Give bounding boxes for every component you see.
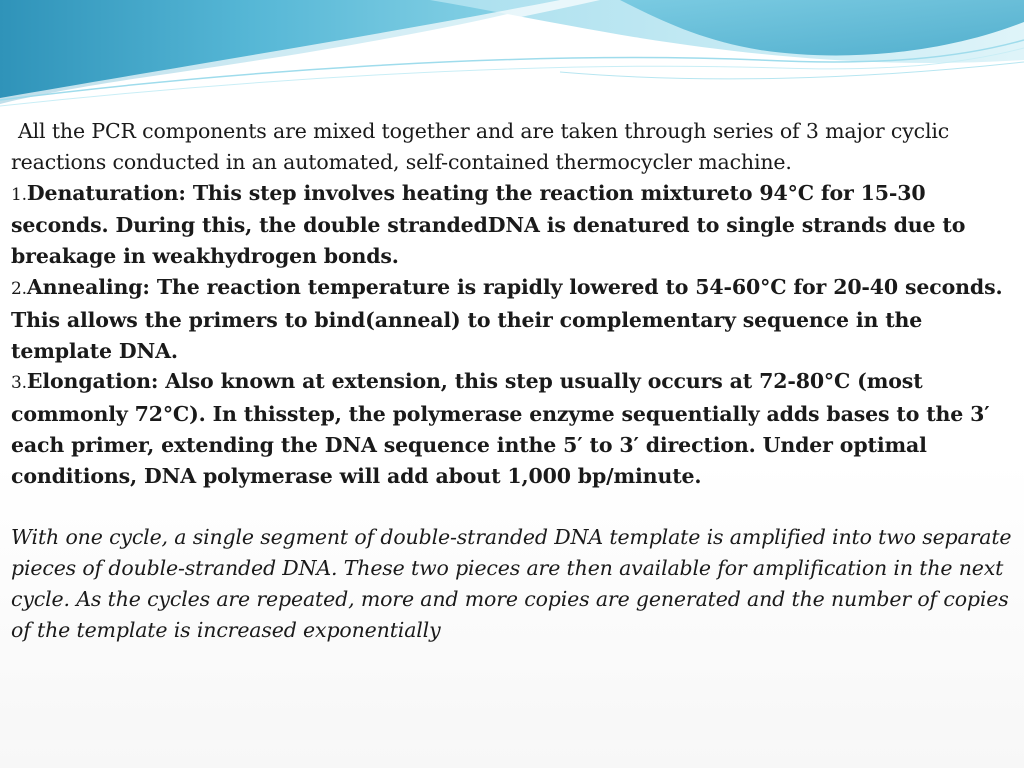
summary-paragraph: With one cycle, a single segment of double-stranded DNA template is amplified into two separate pieces of double-stranded DNA. These two pieces are then available for amplification in the next cycle. As the cycles are repeated, more and more copies are generated and the number of copies of the template is increased exponentially <box>11 525 1012 642</box>
body-text <box>11 116 1016 646</box>
intro-paragraph: All the PCR components are mixed together and are taken through series of 3 major cyclic reactions conducted in an automated, self-contained thermocycler machine. <box>11 119 950 174</box>
step-elongation <box>11 366 1016 491</box>
step-text: Annealing: The reaction temperature is rapidly lowered to 54-60°C for 20-40 seconds. This allows the primers to bind(anneal) to their complementary sequence in the template DNA. <box>11 274 1003 363</box>
step-denaturation <box>11 178 1016 272</box>
paragraph-spacer <box>11 492 1016 523</box>
step-number: 2. <box>11 278 27 299</box>
step-number: 1. <box>11 184 27 205</box>
step-text: Denaturation: This step involves heating the reaction mixtureto 94°C for 15-30 seconds. During this, the double strandedDNA is denatured to single strands due to breakage in weakhydrogen bonds. <box>11 180 966 269</box>
step-text: Elongation: Also known at extension, this step usually occurs at 72-80°C (most commonly 72°C). In thisstep, the polymerase enzyme sequentially adds bases to the 3′ each primer, extending the DNA sequence inthe 5′ to 3′ direction. Under optimal conditions, DNA polymerase will add about 1,000 bp/minute. <box>11 369 990 488</box>
header-wave-decoration <box>0 0 1024 120</box>
step-number: 3. <box>11 373 27 394</box>
step-annealing <box>11 272 1016 366</box>
